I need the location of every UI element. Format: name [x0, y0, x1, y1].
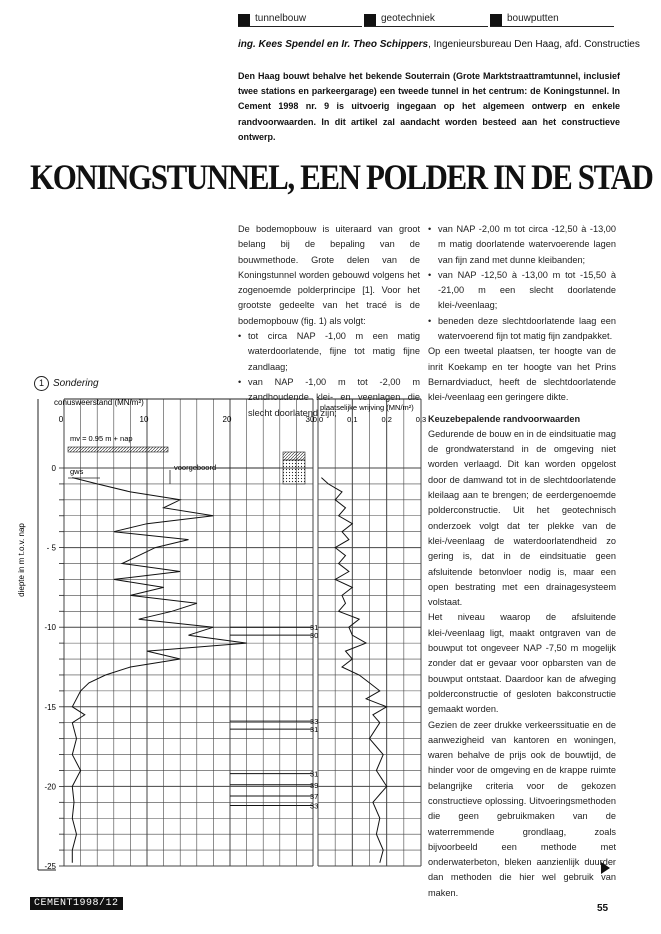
y-tick-label: 0	[51, 464, 56, 473]
list-item: • van NAP -12,50 à -13,00 m tot -15,50 à -21,00 m een slecht doorlatende klei-/veenlaag;	[428, 268, 616, 314]
header-tag-1	[238, 14, 362, 27]
tag-marker-icon	[490, 14, 502, 26]
tag-label: bouwputten	[507, 13, 559, 24]
offscale-label: 33	[310, 717, 319, 727]
ground-hatch	[68, 447, 168, 452]
text-column-2	[428, 222, 616, 901]
offscale-label: 39	[310, 780, 319, 790]
series-line-wrijving	[321, 478, 386, 863]
voorgeboord-annotation: voorgeboord	[174, 463, 217, 472]
paragraph: Op een tweetal plaatsen, ter hoogte van de inrit Koekamp en ter hoogte van het Prins Bernardviaduct, heeft de slechtdoorlatende klei-/veenlaag een geringere dikte.	[428, 346, 616, 403]
figure-caption	[34, 376, 99, 391]
y-tick-label: -15	[44, 702, 56, 712]
page-number: 55	[597, 903, 609, 914]
journal-footer: CEMENT1998/12	[30, 897, 123, 910]
article-title: KONINGSTUNNEL, EEN POLDER IN DE STAD	[30, 157, 653, 197]
paragraph: Gezien de zeer drukke verkeerssituatie en de aanwezigheid van kantoren en woningen, waren behalve de prijs ook de bouwtijd, de hinder voor de omgeving en de krappe ruimte belangrijke criteria voor de gekozen constructieve oplossing. Uitvoeringsmethoden die geen gebruikmaken van de waterremmende grondlaag, zoals bijvoorbeeld een methode met onderwaterbeton, bleken aanzienlijk duurder dan methoden die hier wel gebruik van maken.	[428, 719, 616, 898]
header-tag-2	[364, 14, 488, 27]
tag-marker-icon	[364, 14, 376, 26]
bullet-list	[428, 222, 616, 344]
y-tick-label: - 5	[46, 543, 56, 553]
continue-arrow-icon	[601, 862, 610, 874]
text-column-1	[238, 222, 420, 421]
figure-number: 1	[34, 376, 49, 391]
list-item: • tot circa NAP -1,00 m een matig waterdoorlatende, fijne tot matig fijne zandlaag;	[238, 329, 420, 375]
byline	[238, 39, 640, 50]
intro-paragraph: Den Haag bouwt behalve het bekende Souterrain (Grote Marktstraattramtunnel, inclusief twee stations en parkeergarage) een tweede tunnel in het centrum: de Koningstunnel. In Cement 1998 nr. 9 is uitvoerig ingegaan op het algemeen ontwerp en enkele randvoorwaarden. In dit artikel zal aandacht worden besteed aan het constructieve ontwerp.	[238, 71, 620, 142]
x-tick-label: 0	[58, 415, 64, 424]
soil-legend-sand	[283, 460, 305, 484]
x-tick-label: 0,1	[347, 415, 358, 424]
paragraph: Gedurende de bouw en in de eindsituatie mag de grondwaterstand in de omgeving niet worden verlaagd. Dit kan worden opgelost door de damwand tot in de slechtdoorlatende kleilaag aan te brengen; de eerdergenoemde polderconstructie. Uit het geotechnisch onderzoek volgt dat ter plekke van de klei-/veenlaag de waterdoorlatendheid zo gering is, dat in de eindsituatie geen afsluitende betonvloer nodig is, maar een open bestrating met een drainagesysteem volstaat.	[428, 428, 616, 608]
x-tick-label: 30	[305, 415, 315, 424]
tag-label: geotechniek	[381, 13, 435, 24]
offscale-label: 30	[310, 631, 319, 641]
offscale-label: 37	[310, 791, 319, 801]
y-tick-label: -10	[44, 623, 56, 633]
list-item: • beneden deze slechtdoorlatende laag een watervoerend fijn tot matig fijn zandpakket.	[428, 314, 616, 345]
y-tick-label: -20	[44, 782, 56, 792]
x-tick-label: 0,0	[312, 415, 324, 424]
x-axis-label-panel1: conusweerstand (MN/m²)	[54, 398, 144, 407]
offscale-label: 31	[310, 769, 319, 779]
y-axis-label: diepte in m t.o.v. nap	[17, 523, 26, 597]
paragraph: De bodemopbouw is uiteraard van groot belang bij de bepaling van de bouwmethode. Grote delen van de Koningstunnel worden gebouwd volgens het zogenoemde polderprincipe [1]. Voor het grootste gedeelte van het tracé is de bodemopbouw (fig. 1) als volgt:	[238, 224, 420, 326]
soil-legend-hatch	[283, 452, 305, 460]
authors: ing. Kees Spendel en Ir. Theo Schippers	[238, 39, 429, 50]
list-item: • van NAP -2,00 m tot circa -12,50 à -13,00 m matig doorlatende watervoerende lagen van fijn zand met dunne kleibanden;	[428, 222, 616, 268]
offscale-label: 33	[310, 801, 319, 811]
caption-text: Sondering	[53, 378, 99, 389]
y-tick-label: -25	[44, 862, 56, 871]
tag-marker-icon	[238, 14, 250, 26]
header-tag-3	[490, 14, 614, 27]
x-axis-label-panel2: plaatselijke wrijving (MN/m²)	[320, 403, 414, 412]
tag-label: tunnelbouw	[255, 13, 307, 24]
gws-annotation: gws	[70, 467, 84, 476]
list-item: • van NAP -1,00 m tot -2,00 m zandhoudende klei- en veenlagen die slecht doorlatend zijn;	[238, 375, 420, 421]
section-heading: Keuzebepalende randvoorwaarden	[428, 413, 581, 424]
offscale-label: 31	[310, 623, 319, 633]
mv-annotation: mv = 0.95 m + nap	[70, 434, 133, 443]
x-tick-label: 0,3	[415, 415, 427, 424]
affiliation: , Ingenieursbureau Den Haag, afd. Constructies	[428, 39, 640, 50]
x-tick-label: 10	[139, 415, 149, 424]
paragraph: Het niveau waarop de afsluitende klei-/veenlaag ligt, maakt ontgraven van de bouwput tot ongeveer NAP -7,50 m mogelijk zonder dat er gevaar voor opbarsten van de bouwput ontstaat. Daardoor kan de afweging polderconstructie of gesloten bakconstructie gemaakt worden.	[428, 612, 616, 715]
bullet-list	[238, 329, 420, 421]
x-tick-label: 0,2	[381, 415, 392, 424]
offscale-label: 31	[310, 725, 319, 735]
x-tick-label: 20	[222, 415, 232, 424]
series-line-conusweerstand	[72, 478, 246, 863]
